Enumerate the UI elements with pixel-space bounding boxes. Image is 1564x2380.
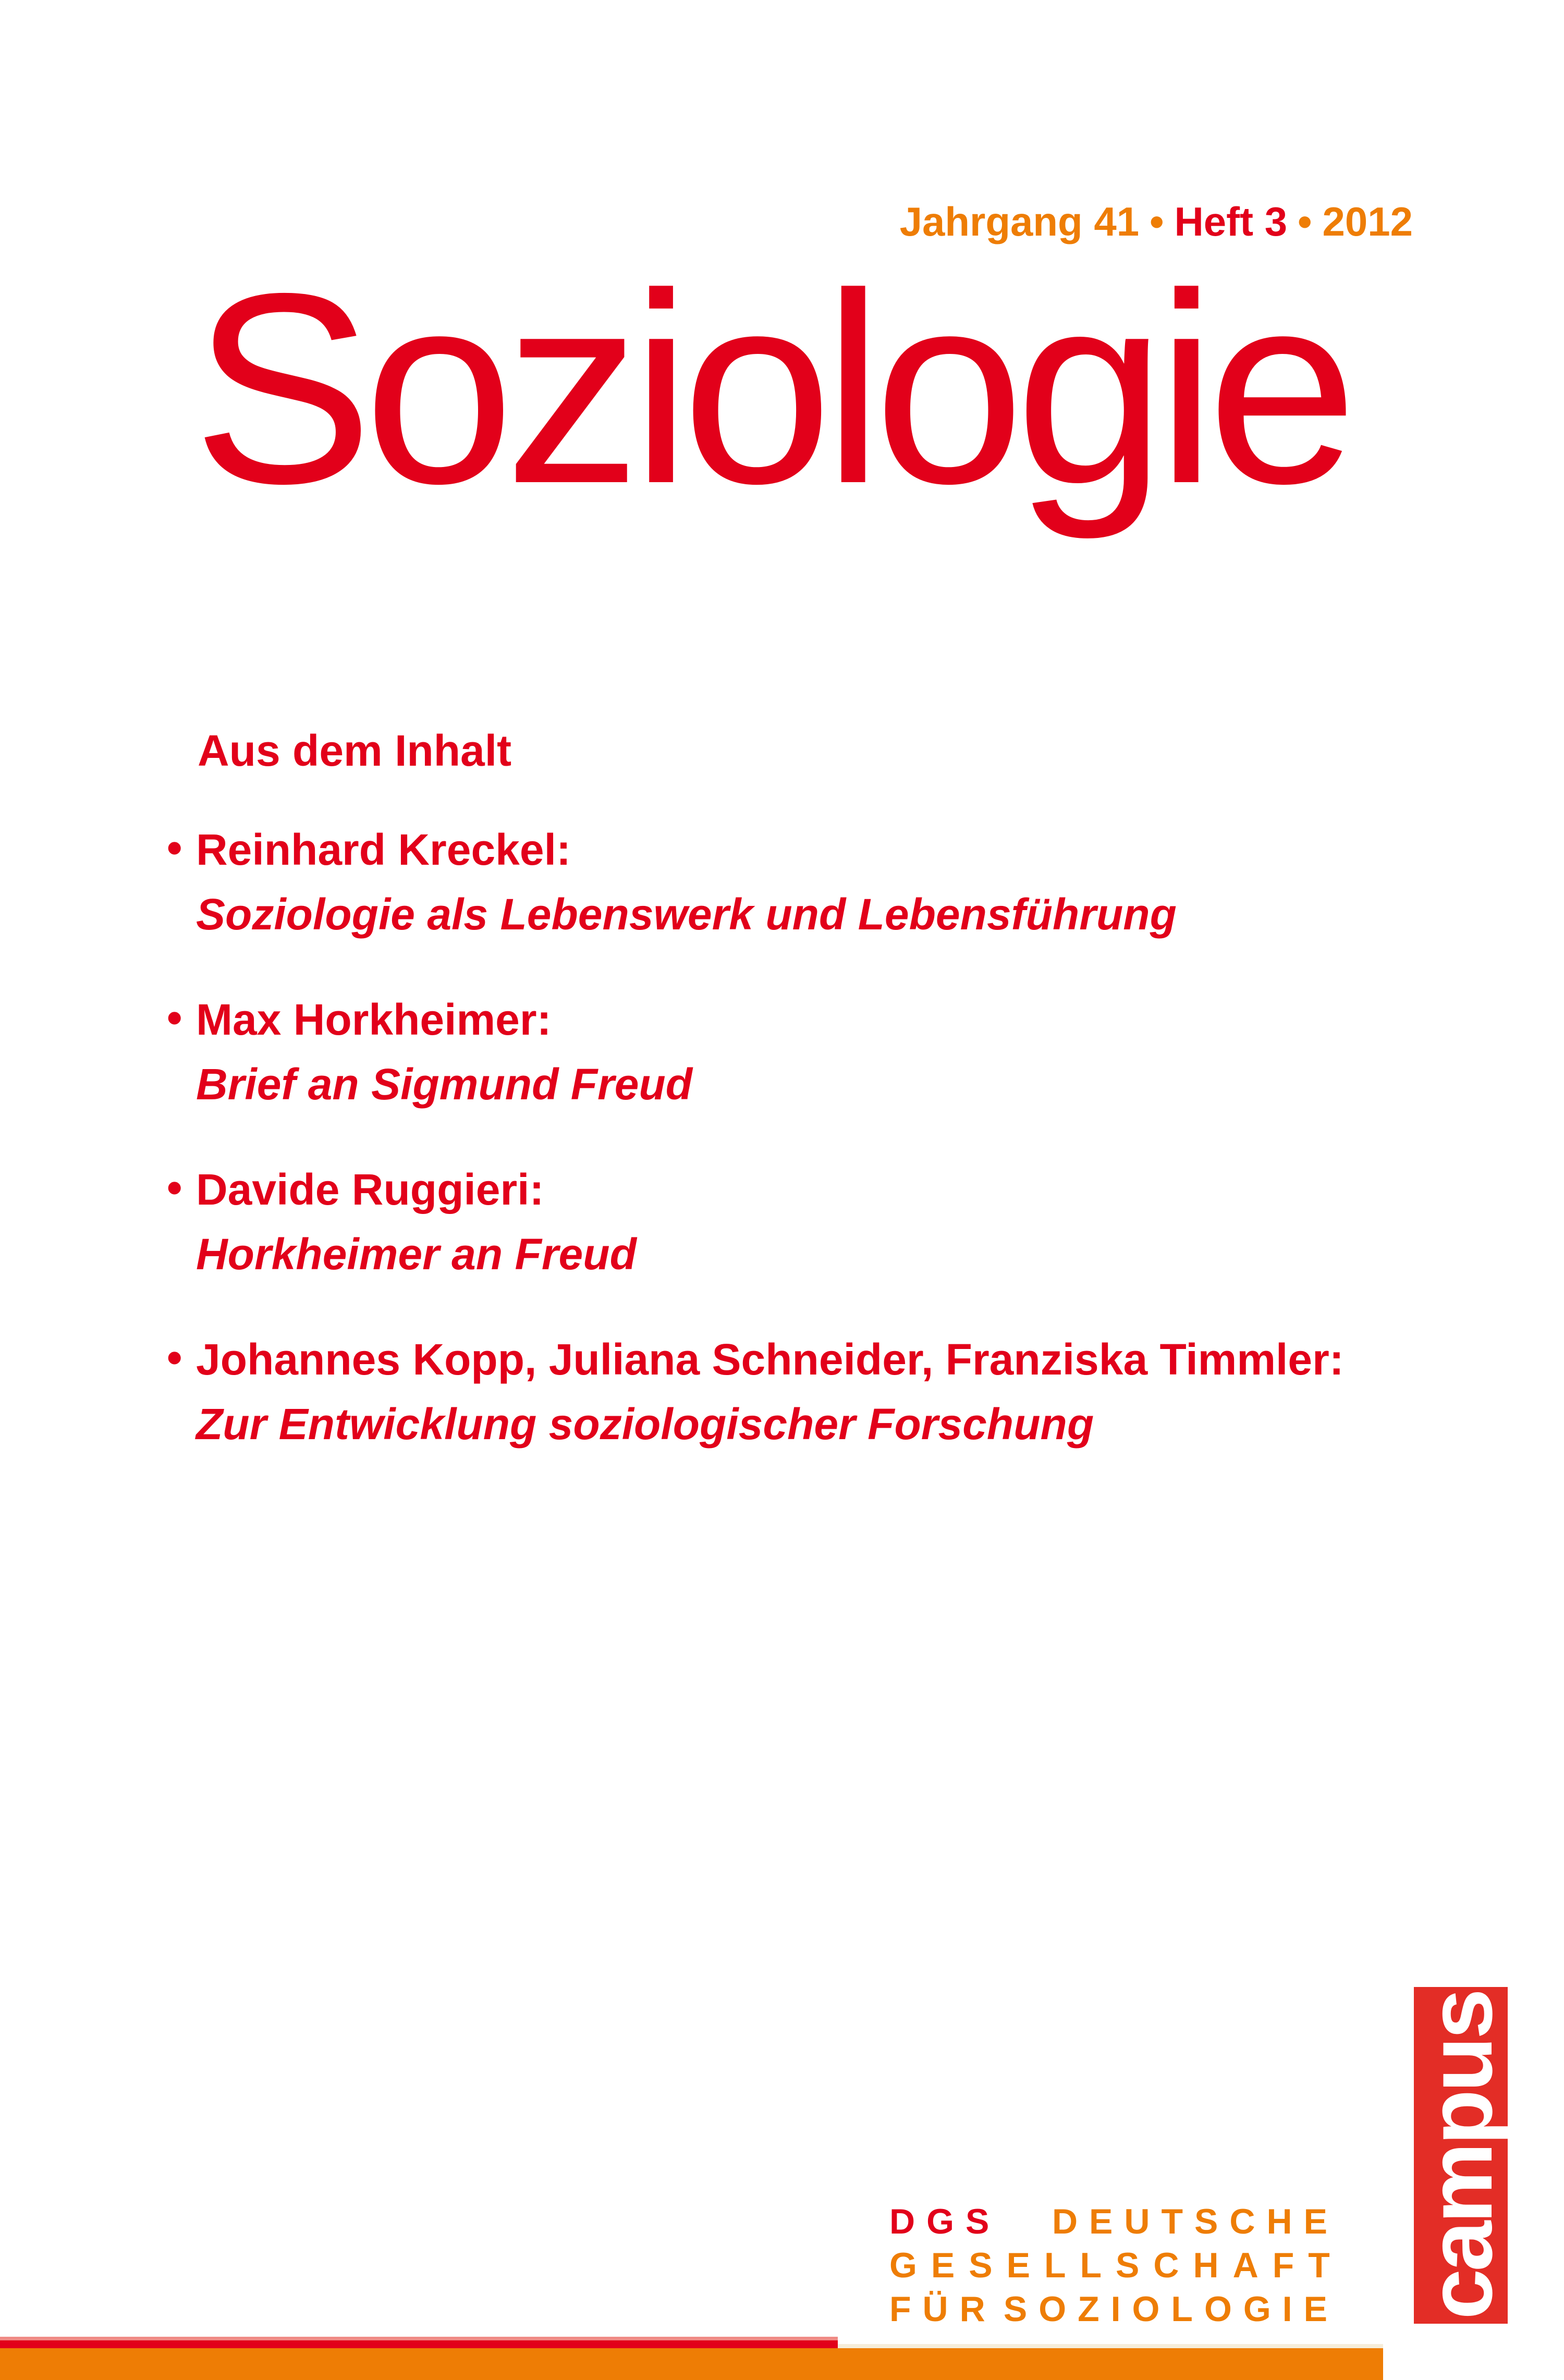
toc-heading: Aus dem Inhalt (198, 726, 512, 775)
bullet-icon: • (167, 1333, 182, 1382)
toc-item-authors: Max Horkheimer: (196, 995, 552, 1044)
toc-item-work: Horkheimer an Freud (196, 1230, 637, 1279)
toc-item-authors: Davide Ruggieri: (196, 1165, 544, 1214)
orange-footer-bar (0, 2348, 1383, 2380)
issue-line (900, 201, 1413, 242)
publisher-logo-text: campus (1410, 1991, 1511, 2320)
journal-title: Soziologie (192, 237, 1349, 540)
issue-number-label: Heft 3 (1174, 199, 1288, 244)
volume-label: Jahrgang 41 (899, 199, 1140, 244)
separator-dot-icon: • (1298, 199, 1312, 244)
bullet-icon: • (167, 1163, 182, 1212)
toc-item-authors: Johannes Kopp, Juliana Schneider, Franziska Timmler: (196, 1335, 1344, 1384)
toc-item-work: Zur Entwicklung soziologischer Forschung (196, 1400, 1094, 1449)
year-label: 2012 (1322, 199, 1413, 244)
toc-item (167, 1333, 1344, 1449)
society-line-1 (889, 2202, 1339, 2241)
society-abbr: DGS (889, 2202, 1001, 2241)
toc-item-authors: Reinhard Kreckel: (196, 825, 571, 874)
bullet-icon: • (167, 993, 182, 1042)
society-line-3 (889, 2289, 1339, 2329)
society-block (889, 2202, 1344, 2329)
publisher-logo (1410, 1987, 1511, 2324)
society-word-gesellschaft: GESELLSCHAFT (889, 2246, 1344, 2285)
toc-item-work: Soziologie als Lebenswerk und Lebensführung (196, 890, 1177, 939)
toc-item-work: Brief an Sigmund Freud (196, 1060, 693, 1109)
toc-item (167, 823, 1177, 939)
toc-item (167, 993, 693, 1109)
bullet-icon: • (167, 823, 182, 872)
society-word-soziologie: SOZIOLOGIE (1003, 2289, 1339, 2329)
separator-dot-icon: • (1150, 199, 1164, 244)
red-accent-bar (0, 2340, 838, 2349)
pink-accent-line (0, 2337, 838, 2340)
toc-item (167, 1163, 637, 1279)
society-word-fuer: FÜR (889, 2289, 997, 2329)
society-line-2 (889, 2246, 1344, 2285)
society-word-deutsche: DEUTSCHE (1052, 2202, 1339, 2241)
